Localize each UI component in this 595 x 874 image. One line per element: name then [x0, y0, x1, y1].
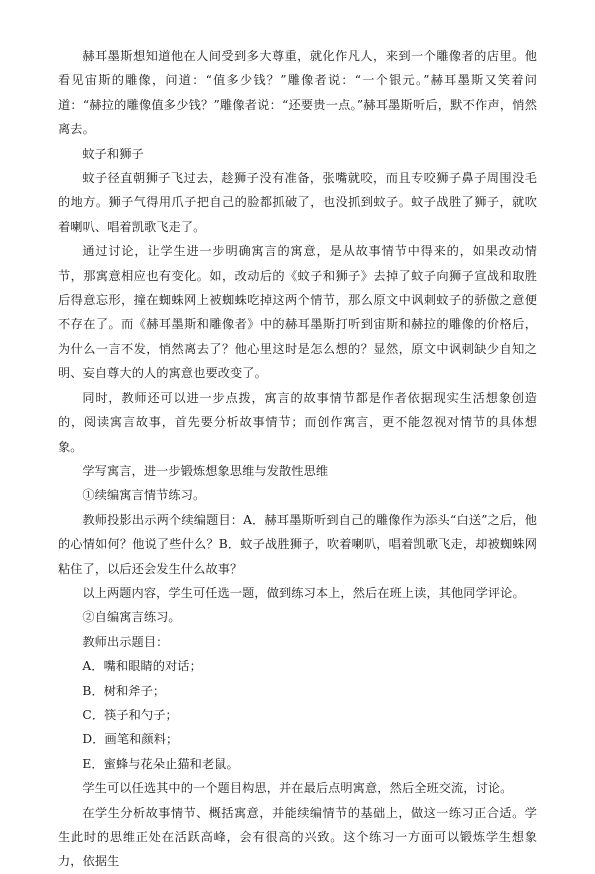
exercise-1-prompt: 教师投影出示两个续编题目：A．赫耳墨斯听到自己的雕像作为添头“白送”之后，他的心情如何？他说了些什么？B．蚊子战胜狮子，吹着喇叭，唱着凯歌飞走，却被蜘蛛网粘住了，以后还会发生什么故事？ [58, 512, 537, 576]
exercise-2-intro: 教师出示题目： [82, 634, 169, 649]
topic-option-d: D．画笔和颜料； [82, 732, 179, 747]
paragraph-teacher-guidance: 同时，教师还可以进一步点拨，寓言的故事情节都是作者依据现实生活想象创造的，阅读寓言故事，首先要分析故事情节；而创作寓言，更不能忽视对情节的具体想象。 [58, 390, 537, 454]
topic-option-a: A．嘴和眼睛的对话； [82, 659, 202, 674]
exercise-2-title: ②自编寓言练习。 [82, 610, 181, 625]
topic-option-c: C．筷子和勺子； [82, 707, 178, 722]
paragraph-hermes-story: 赫耳墨斯想知道他在人间受到多大尊重，就化作凡人，来到一个雕像者的店里。他看见宙斯的雕像，问道：“值多少钱？”雕像者说：“一个银元。”赫耳墨斯又笑着问道：“赫拉的雕像值多少钱？”雕像者说：“还要贵一点。”赫耳墨斯听后，默不作声，悄然离去。 [58, 49, 537, 137]
topic-option-e: E．蜜蜂与花朵止猫和老鼠。 [82, 756, 239, 771]
heading-writing-fables: 学写寓言，进一步锻炼想象思维与发散性思维 [82, 463, 329, 478]
heading-mosquito-and-lion: 蚊子和狮子 [82, 146, 144, 161]
exercise-1-title: ①续编寓言情节练习。 [82, 488, 206, 503]
exercise-1-instruction: 以上两题内容，学生可任选一题，做到练习本上，然后在班上读，其他同学评论。 [82, 585, 525, 600]
topic-option-b: B．树和斧子； [82, 683, 166, 698]
paragraph-discussion: 通过讨论，让学生进一步明确寓言的寓意，是从故事情节中得来的，如果改动情节，那寓意相应也有变化。如，改动后的《蚊子和狮子》去掉了蚊子向狮子宣战和取胜后得意忘形，撞在蜘蛛网上被蜘蛛吃掉这两个情节，那么原文中讽刺蚊子的骄傲之意便不存在了。而《赫耳墨斯和雕像者》中的赫耳墨斯打听到宙斯和赫拉的雕像的价格后，为什么一言不发，悄然离去了？他心里这时是怎么想的？显然，原文中讽刺缺少自知之明、妄自尊大的人的寓意也要改变了。 [58, 244, 537, 381]
paragraph-mosquito-story: 蚊子径直朝狮子飞过去，趁狮子没有准备，张嘴就咬，而且专咬狮子鼻子周围没毛的地方。狮子气得用爪子把自己的脸都抓破了，也没抓到蚊子。蚊子战胜了狮子，就吹着喇叭、唱着凯歌飞走了。 [58, 171, 537, 234]
paragraph-closing: 在学生分析故事情节、概括寓意，并能续编情节的基础上，做这一练习正合适。学生此时的思维正处在活跃高峰，会有很高的兴致。这个练习一方面可以锻炼学生想象力，依据生 [58, 805, 537, 869]
exercise-2-instruction: 学生可以任选其中的一个题目构思，并在最后点明寓意，然后全班交流，讨论。 [82, 781, 513, 796]
